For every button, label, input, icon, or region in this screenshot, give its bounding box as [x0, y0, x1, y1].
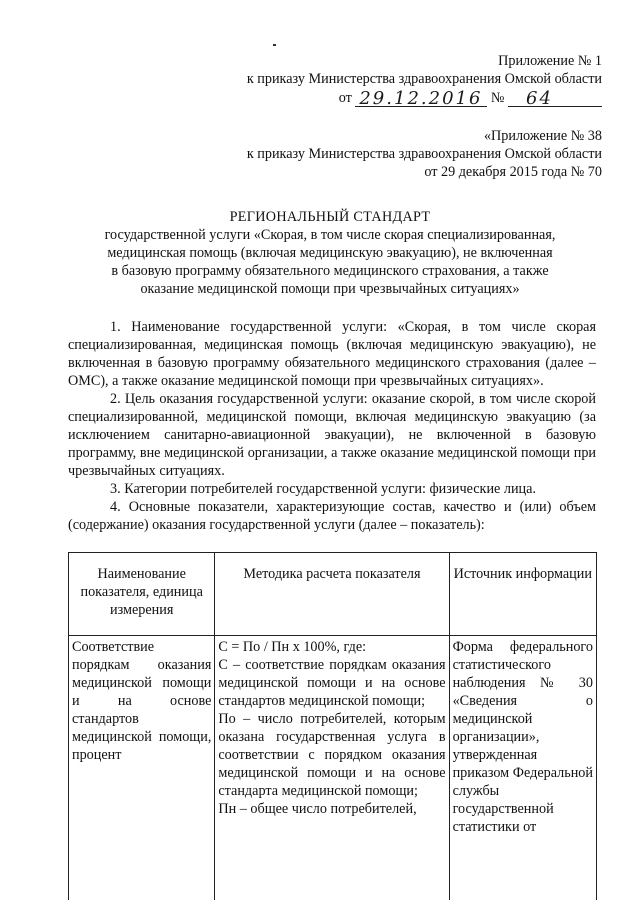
handwritten-number: 64: [526, 88, 553, 109]
document-body: [68, 318, 596, 534]
paragraph-1: 1. Наименование государственной услуги: «Скорая, в том числе скорая специализированная, медицинская помощь (включая медицинскую эвакуацию), не включенная в базовую программу обязательного медицинского страхования (далее – ОМС), а также оказание медицинской помощи при чрезвычайных ситуациях».: [68, 319, 596, 389]
paragraph-4: 4. Основные показатели, характеризующие состав, качество и (или) объем (содержание) оказания государственной услуги (далее – показатель):: [68, 499, 596, 533]
cell-indicator: Соответствие порядкам оказания медицинской помощи и на основе стандартов медицинской помощи, процент: [69, 636, 215, 901]
method-line: Пн – общее число потребителей,: [218, 801, 417, 817]
annex-current-line2: к приказу Министерства здравоохранения Омской области: [246, 71, 602, 87]
title-line: оказание медицинской помощи при чрезвычайных ситуациях»: [140, 281, 520, 297]
table-header-row: [69, 553, 597, 636]
document-title: [60, 208, 600, 298]
table-row: [69, 636, 597, 901]
date-field: [355, 88, 487, 107]
method-line: С – соответствие порядкам оказания медицинской помощи и на основе стандартов медицинской помощи;: [218, 657, 446, 709]
annex-current-line1: Приложение № 1: [498, 53, 602, 69]
annex-previous-line1: «Приложение № 38: [483, 128, 602, 144]
handwritten-date: 29.12.2016: [359, 88, 483, 109]
date-prefix: от: [338, 90, 352, 106]
cell-method: [215, 636, 449, 901]
annex-current-header: [247, 52, 602, 107]
paragraph-2: 2. Цель оказания государственной услуги: оказание скорой, в том числе скорой специализированной, медицинской помощи, включая медицинскую эвакуацию (за исключением санитарно-авиационной эвакуации), не включенной в базовую программу, вне медицинской организации, а также оказание медицинской помощи при чрезвычайных ситуациях.: [68, 391, 596, 479]
annex-previous-header: [247, 127, 602, 181]
scan-speck: [273, 44, 276, 46]
method-formula: С = По / Пн х 100%, где:: [218, 639, 367, 655]
title-line: медицинская помощь (включая медицинскую эвакуацию), не включенная: [107, 245, 553, 261]
method-line: По – число потребителей, которым оказана государственная услуга в соответствии с порядком оказания медицинской помощи и на основе стандарта медицинской помощи;: [218, 711, 446, 799]
annex-previous-line3: от 29 декабря 2015 года № 70: [424, 164, 602, 180]
number-prefix: №: [490, 90, 505, 106]
header-source: Источник информации: [449, 553, 596, 636]
title-line: в базовую программу обязательного медицинского страхования, а также: [111, 263, 549, 279]
annex-current-date-line: [247, 88, 602, 107]
header-method: Методика расчета показателя: [215, 553, 449, 636]
annex-previous-line2: к приказу Министерства здравоохранения Омской области: [246, 146, 602, 162]
paragraph-3: 3. Категории потребителей государственной услуги: физические лица.: [110, 481, 536, 497]
indicators-table: [68, 552, 597, 900]
title-line: государственной услуги «Скорая, в том числе скорая специализированная,: [104, 227, 556, 243]
cell-source: Форма федерального статистического наблюдения № 30 «Сведения о медицинской организации», утвержденная приказом Федеральной службы государственной статистики от: [449, 636, 596, 901]
number-field: [508, 88, 602, 107]
title-main: РЕГИОНАЛЬНЫЙ СТАНДАРТ: [229, 209, 431, 225]
header-indicator: Наименование показателя, единица измерения: [69, 553, 215, 636]
